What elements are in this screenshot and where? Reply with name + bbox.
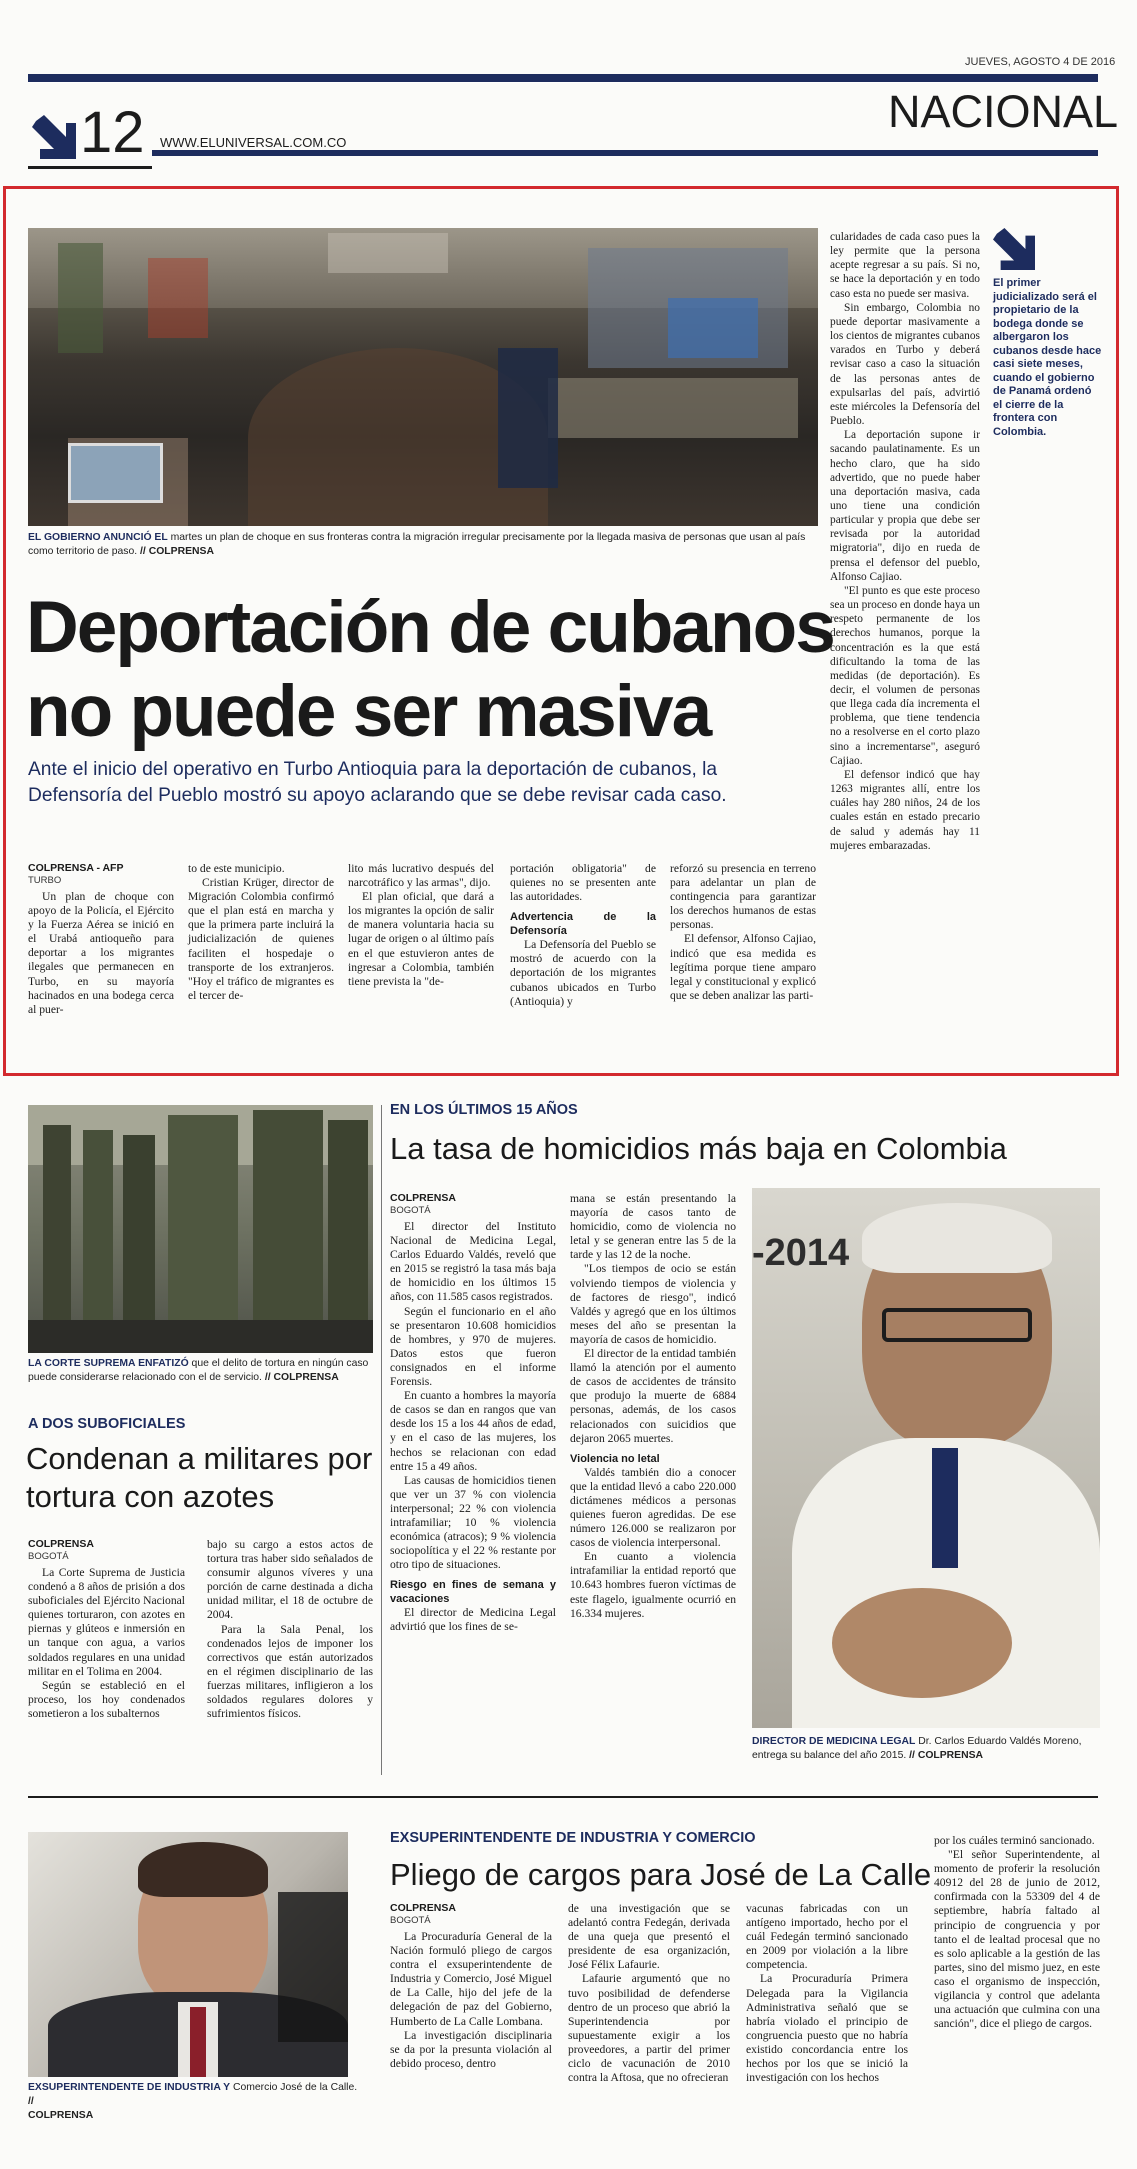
- military-photo-caption: [28, 1357, 373, 1385]
- homicides-headline: La tasa de homicidios más baja en Colombia: [390, 1131, 1007, 1166]
- homicides-subhead: Riesgo en fines de semana y vacaciones: [390, 1579, 556, 1606]
- calle-caption-lead: EXSUPERINTENDENTE DE INDUSTRIA Y: [28, 2082, 231, 2093]
- calle-paragraph: "El señor Superintendente, al momento de proferir la resolución 40912 del 28 de junio de 2012, confirmada con la 53309 del 4 de septiembre, habría faltado al principio de congruencia y por tanto el de lealtad procesal que no es solo aplicable a la gestión de las partes, sino del mismo juez, en este caso el organismo de inspección, vigilancia y control que adelanta una actuación que culmina con una sanción", dice el pliego de cargos.: [934, 1848, 1100, 2031]
- director-caption-lead: DIRECTOR DE MEDICINA LEGAL: [752, 1736, 916, 1747]
- director-photo: [752, 1188, 1100, 1728]
- calle-paragraph: vacunas fabricadas con un antígeno importado, hecho por el cuál Fedegán terminó sancionado en 2009 por violación a la libre competencia.: [746, 1902, 908, 1972]
- calle-paragraph: de una investigación que se adelantó contra Fedegán, derivada de una queja que presentó el presidente de esa organización, José Félix Lafaurie.: [568, 1902, 730, 1972]
- military-column-2: [207, 1538, 373, 1721]
- lead-paragraph: El plan oficial, que dará a los migrantes la opción de salir de manera voluntaria hacia su lugar de origen o al último país en el que estuvieron antes de ingresar a Colombia, también tiene prevista la "de-: [348, 890, 494, 988]
- calle-paragraph: por los cuáles terminó sancionado.: [934, 1834, 1095, 1847]
- lead-byline: COLPRENSA - AFP: [28, 862, 124, 874]
- lead-paragraph: El defensor, Alfonso Cajiao, indicó que esa medida es legítima porque tiene amparo legal y constitucional y explicó que se deben analizar las parti-: [670, 932, 816, 1002]
- lead-photo-caption: [28, 531, 818, 559]
- lead-paragraph: Cristian Krüger, director de Migración Colombia confirmó que el plan está en marcha y que la primera parte incluirá la judicialización de quienes faciliten el hospedaje o transporte de los extranjeros. "Hoy el tráfico de migrantes es el tercer de-: [188, 876, 334, 1002]
- lead-paragraph: "El punto es que este proceso sea un proceso en donde haya un respeto permanente de los derechos humanos, porque la concentración es la que está dificultando la toma de las medidas (de deportación). Es decir, el volumen de personas que llega cada día incrementa el problema, que tiene tendencia no a resolverse en el corto plazo sino a incrementarse", aseguró Cajiao.: [830, 584, 980, 767]
- calle-caption-credit-slashes: //: [28, 2096, 34, 2107]
- calle-location: BOGOTÁ: [390, 1915, 431, 1926]
- military-photo: [28, 1105, 373, 1353]
- lead-photo: [28, 228, 818, 526]
- lead-deck-line-2: Defensoría del Pueblo mostró su apoyo aclarando que se debe revisar cada caso.: [28, 785, 727, 806]
- military-byline: COLPRENSA: [28, 1538, 94, 1550]
- lead-paragraph: cularidades de cada caso pues la ley permite que la persona acepte regresar a su país. Si no, se hace la deportación y en todo caso esta no puede ser masiva.: [830, 231, 980, 300]
- lead-column-6: [830, 230, 980, 853]
- calle-kicker: EXSUPERINTENDENTE DE INDUSTRIA Y COMERCIO: [390, 1830, 756, 1846]
- lead-paragraph: portación obligatoria" de quienes no se presenten ante las autoridades.: [510, 862, 656, 904]
- photo-background-sign: -2014: [752, 1232, 850, 1274]
- lead-subhead: Advertencia de la Defensoría: [510, 911, 656, 938]
- homicides-paragraph: El director de la entidad también llamó la atención por el aumento de casos de accidentes de tránsito que produjo la muerte de 6884 personas, además, de los casos relacionados con suicidios que dejaron 2065 muertes.: [570, 1347, 736, 1445]
- calle-photo-caption: [28, 2081, 358, 2123]
- lead-paragraph: La deportación supone ir sacando paulatinamente. Es un hecho claro, que ha sido advertido, que no puede haber una deportación masiva, cada uno tiene una condición particular y propia que debe ser revisada por la autoridad migratoria", dijo en rueda de prensa el defensor del pueblo, Alfonso Cajiao.: [830, 429, 980, 583]
- lead-paragraph: Un plan de choque con apoyo de la Policía, el Ejército y la Fuerza Aérea se inició en el Urabá antioqueño para deportar a los migrantes ilegales que permanecen en Turbo, en su mayoría hacinados en una bodega cerca al puer-: [28, 890, 174, 1016]
- lead-column-1: [28, 862, 174, 1017]
- header-rule: [152, 150, 1098, 156]
- lead-caption-credit: // COLPRENSA: [140, 546, 214, 557]
- page-number: 12: [80, 100, 145, 165]
- lead-column-5: [670, 862, 816, 1003]
- lead-paragraph: Sin embargo, Colombia no puede deportar masivamente a los cientos de migrantes cubanos varados en Turbo y deberá revisar caso a caso la situación de las personas antes de expulsarlas del país, advirtió este miércoles la Defensoría del Pueblo.: [830, 301, 980, 428]
- issue-date: JUEVES, AGOSTO 4 DE 2016: [965, 56, 1116, 68]
- calle-photo: [28, 1832, 348, 2077]
- lead-column-3: [348, 862, 494, 989]
- homicides-paragraph: Las causas de homicidios tienen que ver un 37 % con violencia interpersonal; 22 % con violencia intrafamiliar; 10 % violencia económica (atracos); 9 % violencia sociopolítica y el 22 % restante por otro tipo de situaciones.: [390, 1473, 556, 1572]
- calle-paragraph: Lafaurie argumentó que no tuvo posibilidad de defenderse dentro de un proceso que abrió la Superintendencia por supuestamente exigir a los proveedores, a partir del primer ciclo de vacunación de 2010 contra la Aftosa, que no ofrecieran: [568, 1972, 730, 2085]
- lead-headline-line-1: Deportación de cubanos: [26, 587, 834, 668]
- military-headline-line-2: tortura con azotes: [26, 1479, 275, 1514]
- military-kicker: A DOS SUBOFICIALES: [28, 1416, 186, 1432]
- homicides-paragraph: "Los tiempos de ocio se están volviendo tiempos de violencia y de factores de riesgo", indicó Valdés y agregó que en los últimos meses del año se presentan la mayoría de casos de homicidio.: [570, 1262, 736, 1346]
- homicides-paragraph: En cuanto a violencia intrafamiliar la entidad reportó que 10.643 hombres fueron víctimas de este flagelo, igualmente ocurrió en 16.334 mujeres.: [570, 1550, 736, 1620]
- homicides-paragraph: En cuanto a hombres la mayoría de casos se dan en rangos que van desde los 15 a los 44 años de edad, y en el caso de las mujeres, los hechos se relacionan con edad entre 15 a 49 años.: [390, 1389, 556, 1473]
- calle-column-3: [746, 1902, 908, 2085]
- calle-byline: COLPRENSA: [390, 1902, 456, 1914]
- calle-column-1: [390, 1902, 552, 2071]
- military-paragraph: bajo su cargo a estos actos de tortura tras haber sido señalados de consumir algunos víveres y una porción de carne destinada a dicha unidad militar, el 18 de octubre de 2004.: [207, 1538, 373, 1622]
- calle-headline: Pliego de cargos para José de La Calle: [390, 1857, 932, 1892]
- military-column-1: [28, 1538, 185, 1721]
- section-title: NACIONAL: [888, 86, 1119, 137]
- homicides-subhead: Violencia no letal: [570, 1452, 660, 1465]
- homicides-kicker: EN LOS ÚLTIMOS 15 AÑOS: [390, 1102, 578, 1118]
- homicides-location: BOGOTÁ: [390, 1205, 431, 1216]
- calle-caption-text: Comercio José de la Calle.: [230, 2082, 358, 2093]
- calle-caption-credit: COLPRENSA: [28, 2110, 94, 2121]
- military-paragraph: Según se estableció en el proceso, los hoy condenados sometieron a los subalternos: [28, 1678, 185, 1720]
- lead-headline-line-2: no puede ser masiva: [26, 671, 711, 752]
- calle-paragraph: La Procuraduría General de la Nación formuló pliego de cargos contra el exsuperintendente de Industria y Comercio, José Miguel de La Calle, hijo del jefe de la delegación de paz del Gobierno, Humberto de La Calle Lombana.: [390, 1930, 552, 2028]
- military-paragraph: La Corte Suprema de Justicia condenó a 8 años de prisión a dos suboficiales del Ejército Nacional quienes torturaron, con azotes en piernas y glúteos e inmersión en un tanque con agua, a varios soldados regulares en una unidad militar en el Tolima en 2004.: [28, 1566, 185, 1678]
- homicides-column-1: [390, 1192, 556, 1635]
- homicides-paragraph: Valdés también dio a conocer que la entidad llevó a cabo 220.000 dictámenes médicos a personas quienes fueron agredidas. De ese número 126.000 se realizaron por casos de violencia interpersonal.: [570, 1465, 736, 1550]
- lead-paragraph: El defensor indicó que hay 1263 migrantes allí, entre los cuáles hay 280 niños, 24 de los cuales están en estado precario de salud y además hay 11 mujeres embarazadas.: [830, 768, 980, 852]
- military-paragraph: Para la Sala Penal, los condenados lejos de imponer los correctivos que están autorizados en el régimen disciplinario de las fuerzas militares, infligieron a los soldados regulares dolores y sufrimientos físicos.: [207, 1622, 373, 1721]
- homicides-paragraph: El director de Medicina Legal advirtió que los fines de se-: [390, 1606, 556, 1634]
- military-caption-text: que el delito de tortura en ningún caso puede considerarse relacionado con el de servicio.: [28, 1358, 369, 1383]
- director-caption-credit: // COLPRENSA: [909, 1750, 984, 1761]
- homicides-byline: COLPRENSA: [390, 1192, 456, 1204]
- homicides-column-2: [570, 1192, 736, 1621]
- lead-caption-lead: EL GOBIERNO ANUNCIÓ EL: [28, 532, 168, 543]
- lead-paragraph: to de este municipio.: [188, 862, 285, 875]
- homicides-paragraph: El director del Instituto Nacional de Medicina Legal, Carlos Eduardo Valdés, reveló que en 2015 se registró la tasa más baja de homicidio en los últimos 15 años, con 11.585 casos registrados.: [390, 1220, 556, 1304]
- calle-column-2: [568, 1902, 730, 2085]
- calle-column-4: [934, 1834, 1100, 2031]
- lead-headline: [26, 586, 834, 754]
- lead-caption-text: martes un plan de choque en sus fronteras contra la migración irregular precisamente por la llegada masiva de personas que usan al país como territorio de paso.: [28, 532, 806, 557]
- lead-column-2: [188, 862, 334, 1003]
- military-location: BOGOTÁ: [28, 1551, 69, 1562]
- sidebar-arrow-icon: [993, 228, 1035, 270]
- page-number-underline: [28, 166, 152, 169]
- lead-location: TURBO: [28, 875, 62, 886]
- military-headline-line-1: Condenan a militares por: [26, 1441, 373, 1476]
- military-caption-lead: LA CORTE SUPREMA ENFATIZÓ: [28, 1358, 189, 1369]
- director-caption-text: Dr. Carlos Eduardo Valdés Moreno, entrega su balance del año 2015.: [752, 1736, 1082, 1761]
- homicides-paragraph: mana se están presentando la mayoría de casos tanto de homicidio, como de violencia no letal y se generan entre las 5 de la tarde y las 12 de la noche.: [570, 1192, 736, 1262]
- lead-paragraph: La Defensoría del Pueblo se mostró de acuerdo con la deportación de los migrantes cubanos ubicados en Turbo (Antioquia) y: [510, 938, 656, 1008]
- lead-paragraph: lito más lucrativo después del narcotráfico y las armas", dijo.: [348, 862, 494, 890]
- military-caption-credit: // COLPRENSA: [264, 1372, 339, 1383]
- calle-paragraph: La investigación disciplinaria se da por la presunta violación al debido proceso, dentro: [390, 2028, 552, 2070]
- website-link[interactable]: WWW.ELUNIVERSAL.COM.CO: [160, 135, 347, 150]
- homicides-paragraph: Según el funcionario en el año se presentaron 10.608 homicidios de hombres, y 970 de mujeres. Datos estos que fueron consignados en el informe Forensis.: [390, 1304, 556, 1389]
- top-rule: [28, 74, 1098, 83]
- lead-deck-line-1: Ante el inicio del operativo en Turbo Antioquia para la deportación de cubanos, la: [28, 759, 718, 780]
- director-photo-caption: [752, 1735, 1100, 1763]
- lead-column-4: [510, 862, 656, 1009]
- lead-deck: [28, 757, 828, 809]
- military-headline: [26, 1440, 372, 1516]
- calle-paragraph: La Procuraduría Primera Delegada para la Vigilancia Administrativa señaló que se habría violado el principio de congruencia puesto que no habría existido concordancia entre los hechos por los que se inició la investigación con los hechos: [746, 1972, 908, 2085]
- section-rule: [28, 1796, 1098, 1798]
- lead-paragraph: reforzó su presencia en terreno para adelantar un plan de contingencia para garantizar los derechos humanos de estas personas.: [670, 862, 816, 932]
- arrow-icon: [32, 115, 76, 159]
- column-divider: [381, 1105, 382, 1775]
- lead-sidebar-quote: El primer judicializado será el propietario de la bodega donde se albergaron los cubanos desde hace casi siete meses, cuando el gobierno de Panamá ordenó el cierre de la frontera con Colombia.: [993, 277, 1102, 438]
